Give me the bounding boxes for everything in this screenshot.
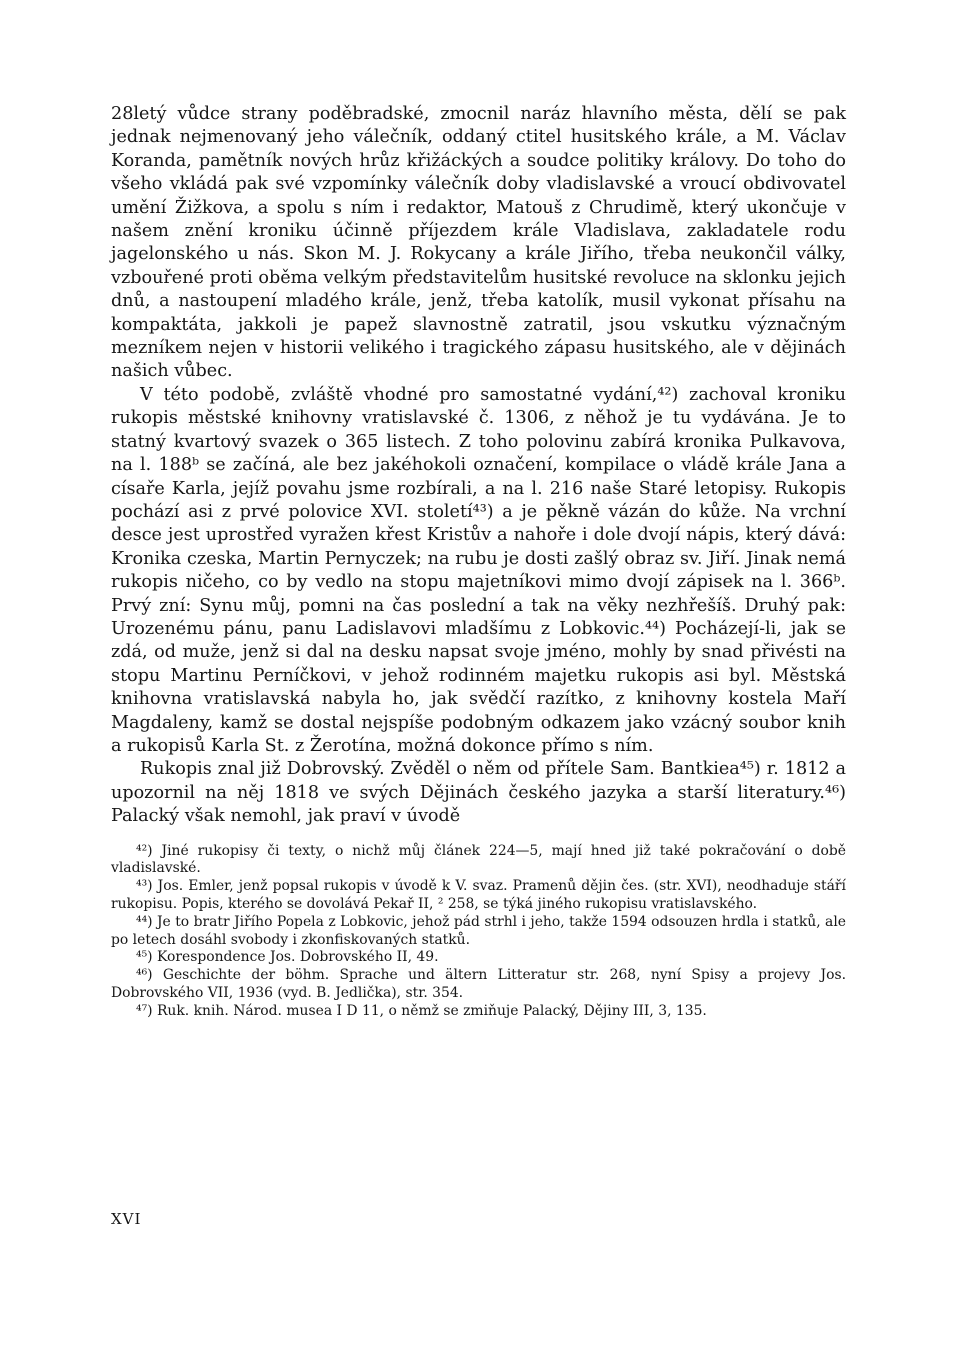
footnote-43: ⁴³) Jos. Emler, jenž popsal rukopis v úvodě k V. svaz. Pramenů dějin čes. (str. XVI), neodhaduje stáří rukopisu. Popis, kterého se dovolává Pekař II, ² 258, se týká jiného rukopisu vratislavského. <box>111 878 846 912</box>
paragraph-3: Rukopis znal již Dobrovský. Zvěděl o něm od přítele Sam. Bantkiea⁴⁵) r. 1812 a upozornil na něj 1818 ve svých Dějinách českého jazyka a starší literatury.⁴⁶) Palacký však nemohl, jak praví v úvodě <box>111 759 846 827</box>
footnotes <box>111 843 846 1021</box>
body-text <box>111 103 846 829</box>
footnote-47: ⁴⁷) Ruk. knih. Národ. musea I D 11, o němž se zmiňuje Palacký, Dějiny III, 3, 135. <box>136 1002 707 1019</box>
paragraph-2: V této podobě, zvláště vhodné pro samostatné vydání,⁴²) zachoval kroniku rukopis městské knihovny vratislavské č. 1306, z něhož je tu vydávána. Je to statný kvartový svazek o 365 listech. Z toho polovinu zabírá kronika Pulkavova, na l. 188ᵇ se začíná, ale bez jakéhokoli označení, kompilace o vládě krále Jana a císaře Karla, jejíž povahu jsme rozbírali, a na l. 216 naše Staré letopisy. Rukopis pochází asi z prvé polovice XVI. století⁴³) a je pěkně vázán do kůže. Na vrchní desce jest uprostřed vyražen křest Kristův a nahoře i dole dvojí nápis, který dává: Kronika czeska, Martin Pernyczek; na rubu je dosti zašlý obraz sv. Jiří. Jinak nemá rukopis ničeho, co by vedlo na stopu majetníkovi mimo dvojí zápisek na l. 366ᵇ. Prvý zní: Synu můj, pomni na čas poslední a tak na věky nezhřešíš. Druhý pak: Urozenému pánu, panu Ladislavovi mladšímu z Lobkovic.⁴⁴) Pocházejí-li, jak se zdá, od muže, jenž si dal na desku napsat svoje jméno, mohly by snad přivésti na stopu Martinu Perníčkovi, v jehož rodinném majetku rukopis asi byl. Městská knihovna vratislavská nabyla ho, jak svědčí razítko, z knihovny kostela Maří Magdaleny, kamž se dostal nejspíše podobným odkazem jako vzácný soubor knih a rukopisů Karla St. z Žerotína, možná dokonce přímo s ním. <box>111 384 846 756</box>
footnote-42: ⁴²) Jiné rukopisy či texty, o nichž můj článek 224—5, mají hned již také pokračování o době vladislavské. <box>111 842 846 877</box>
paragraph-1: 28letý vůdce strany poděbradské, zmocnil naráz hlavního města, dělí se pak jednak nejmenovaný jeho válečník, oddaný ctitel husitského krále, a M. Václav Koranda, pamětník nových hrůz křižáckých a soudce politiky královy. Do toho do všeho vkládá pak své vzpomínky válečník doby vladislavské a vroucí obdivovatel umění Žižkova, a spolu s ním i redaktor, Matouš z Chrudimě, který ukončuje v našem znění kroniku účinně příjezdem krále Vladislava, zakladatele rodu jagelonského u nás. Skon M. J. Rokycany a krále Jiřího, třeba neukončil války, vzbouřené proti oběma velkým představitelům husitské revoluce na sklonku jejich dnů, a nastoupení mladého krále, jenž, třeba katolík, musil vykonat přísahu na kompaktáta, jakkoli je papež slavnostně zatratil, jsou vskutku význačným mezníkem nejen v historii velikého i tragického zápasu husitského, ale v dějinách našich vůbec. <box>111 104 846 382</box>
footnote-45: ⁴⁵) Korespondence Jos. Dobrovského II, 49. <box>136 949 439 966</box>
page-number: XVI <box>111 1210 142 1228</box>
page <box>111 103 846 1021</box>
footnote-46: ⁴⁶) Geschichte der böhm. Sprache und ältern Litteratur str. 268, nyní Spisy a projevy Jos. Dobrovského VII, 1936 (vyd. B. Jedlička), str. 354. <box>111 967 846 1001</box>
footnote-44: ⁴⁴) Je to bratr Jiřího Popela z Lobkovic, jehož pád strhl i jeho, takže 1594 odsouzen hrdla i statků, ale po letech dosáhl svobody i zkonfiskovaných statků. <box>111 913 846 948</box>
